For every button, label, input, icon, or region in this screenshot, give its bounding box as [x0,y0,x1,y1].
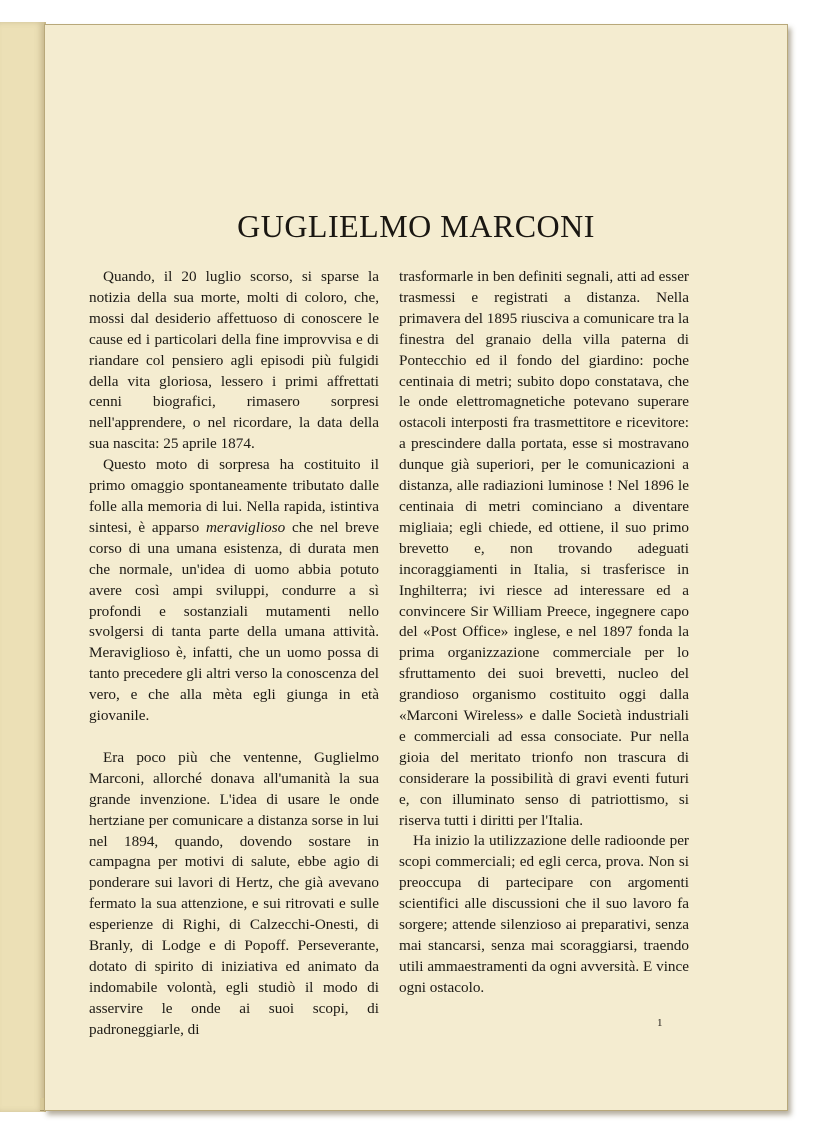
paragraph: Era poco più che ventenne, Guglielmo Marconi, allorché donava all'umanità la sua grande invenzione. L'idea di usare le onde hertziane per comunicare a distanza sorse in lui nel 1894, quando, dovendo sostare in campagna per motivi di salute, ebbe agio di ponderare sui lavori di Hertz, che già avevano fermato la sua attenzione, e sui ritrovati e sulle esperienze di Righi, di Calzecchi-Onesti, di Branly, di Lodge e di Popoff. Perseverante, dotato di spirito di iniziativa ed animato da indomabile volontà, egli studiò il modo di asservire le onde ai suoi scopi, di padroneggiarle, di [89,748,379,1038]
document-page [44,24,788,1111]
paragraph [89,455,379,727]
paragraph-text: che nel breve corso di una umana esistenza, di durata men che normale, un'idea di uomo abbia potuto avere così ampi sviluppi, condurre a sì profondi e sostanziali mutamenti nello svolgersi di tanta parte della umana attività. Meraviglioso è, infatti, che un uomo possa di tanto precedere gli altri verso la conoscenza del vero, e che alla mèta egli giunga in età giovanile. [89,518,379,725]
back-page-edge [0,22,46,1112]
paragraph: Quando, il 20 luglio scorso, si sparse la notizia della sua morte, molti di coloro, che, mossi dal desiderio affettuoso di conoscere le cause ed i particolari della fine improvvisa e di riandare col pensiero agli episodi più fulgidi della vita gloriosa, lessero i primi affrettati cenni biografici, rimasero sorpresi nell'apprendere, o nel ricordare, la data della sua nascita: 25 aprile 1874. [89,268,379,453]
paragraph: Ha inizio la utilizzazione delle radioonde per scopi commerciali; ed egli cerca, prova. Non si preoccupa di partecipare con argomenti scientifici alle discussioni che il suo lavoro fa sorgere; attende silenzioso ai preparativi, senza mai stancarsi, senza mai scoraggiarsi, traendo utili ammaestramenti da ogni avversità. E vince ogni ostacolo. [399,832,689,996]
page-number: 1 [657,1017,663,1029]
left-column [89,267,379,1041]
paragraph-text: Questo moto di sorpresa ha costituito il primo omaggio spontaneamente tributato dalle folle alla memoria di lui. Nella rapida, istintiva sintesi, è apparso [89,456,379,536]
page-title: GUGLIELMO MARCONI [237,208,595,244]
paragraph: trasformarle in ben definiti segnali, atti ad esser trasmessi e registrati a distanza. Nella primavera del 1895 riusciva a comunicare tra la finestra del granaio della villa paterna di Pontecchio ed il fondo del giardino: poche centinaia di metri; subito dopo constatava, che le onde elettromagnetiche potevano superare ostacoli interposti fra trasmettitore e ricevitore: a prescindere dalla portata, esse si mostravano dunque già superiori, per le comunicazioni a distanza, alle radiazioni luminose ! Nel 1896 le centinaia di metri cominciano a diventare migliaia; egli chiede, ed ottiene, il suo primo brevetto e, non trovando adeguati incoraggiamenti in Italia, si trasferisce in Inghilterra; ivi riesce ad interessare ed a convincere Sir William Preece, ingegnere capo del «Post Office» inglese, e nel 1897 fonda la prima organizzazione commerciale per lo sfruttamento dei suoi brevetti, nucleo del grandioso organismo costituito oggi dalla «Marconi Wireless» e dalle Società industriali e commerciali ad essa consociate. Pur nella gioia del meritato trionfo non trascura di considerare la possibilità di gravi eventi futuri e, con illuminato senso di patriottismo, si riserva tutti i diritti per l'Italia. [399,268,689,829]
right-column [399,267,689,999]
emphasized-word: meraviglioso [205,518,286,536]
